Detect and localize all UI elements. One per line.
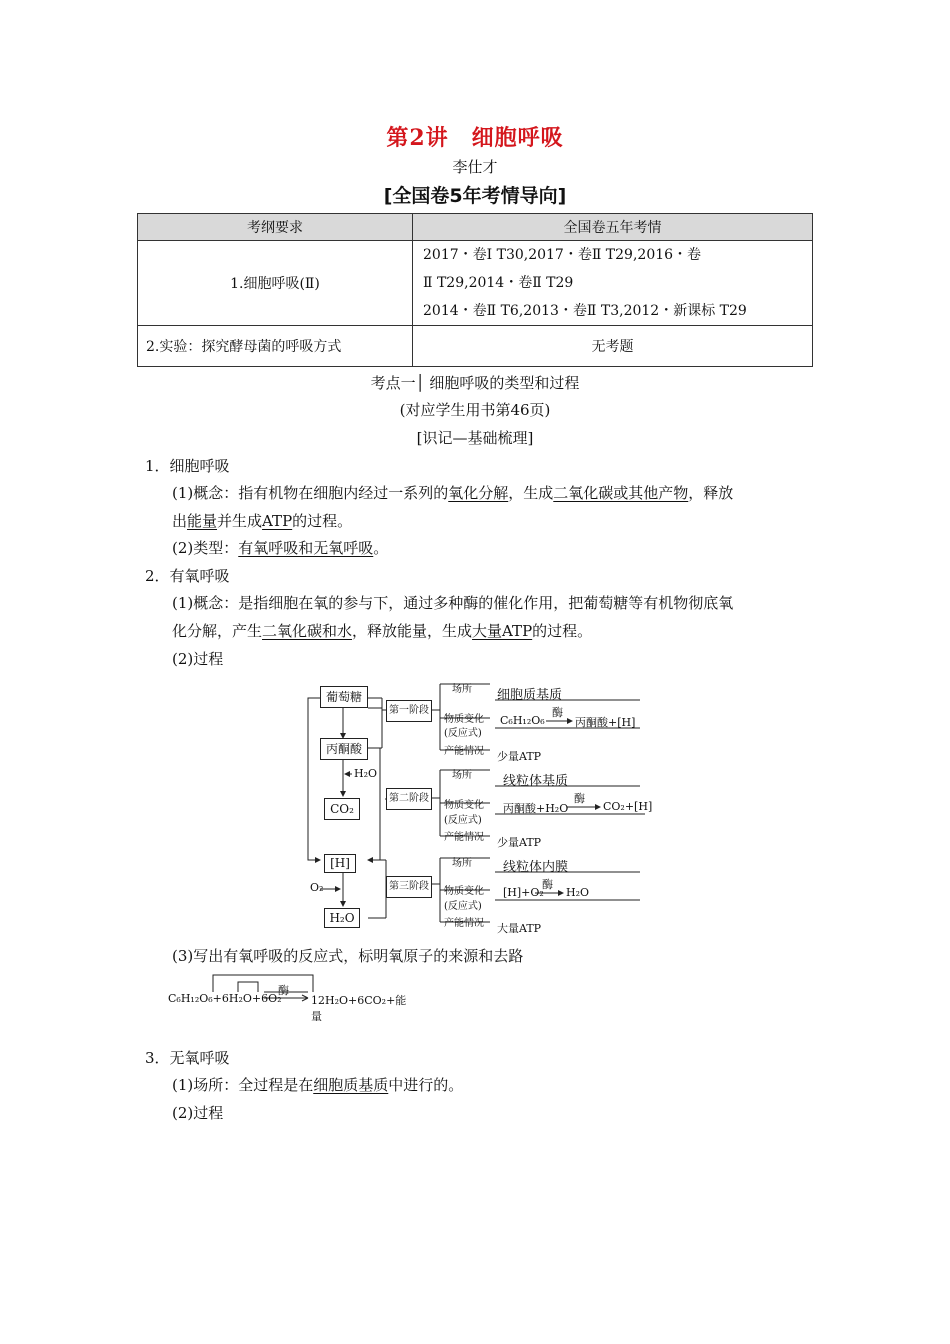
paragraph <box>172 510 352 531</box>
paragraph <box>172 537 388 558</box>
heading-3: 3．无氧呼吸 <box>145 1049 230 1067</box>
paragraph <box>172 482 733 503</box>
underlined-answer: 二氧化碳或其他产物 <box>553 484 689 502</box>
energy-label: 产能情况 <box>444 746 484 757</box>
section-tag: [识记—基础梳理] <box>416 429 534 447</box>
equation-left: C₆H₁₂O₆ <box>500 714 545 727</box>
table-cell <box>413 241 813 326</box>
heading-1: 1．细胞呼吸 <box>145 457 230 475</box>
enzyme-label: 酶 <box>574 792 585 805</box>
table-header: 考纲要求 <box>138 214 413 241</box>
overall-left: C₆H₁₂O₆+6H₂O+6O₂ <box>168 992 282 1005</box>
equation-right: H₂O <box>566 886 590 899</box>
energy-label: 产能情况 <box>444 832 484 843</box>
text: 出 <box>172 512 188 530</box>
stage-2-box: 第二阶段 <box>386 788 432 810</box>
overall-equation <box>168 968 408 1023</box>
table-cell: 无考题 <box>413 326 813 367</box>
stage-3-place: 线粒体内膜 <box>503 860 569 875</box>
underlined-answer: 有氧呼吸和无氧呼吸 <box>238 539 374 557</box>
text: 。 <box>373 539 389 557</box>
table-header: 全国卷五年考情 <box>413 214 813 241</box>
stage-2-place: 线粒体基质 <box>503 774 569 789</box>
table-row <box>138 241 813 326</box>
paragraph: (2)过程 <box>172 1104 224 1122</box>
stage-3-energy: 大量ATP <box>497 922 542 935</box>
h2o-label: H₂O <box>354 767 378 780</box>
place-label: 场所 <box>452 684 472 695</box>
heading-2: 2．有氧呼吸 <box>145 567 230 585</box>
section-ref: (对应学生用书第46页) <box>399 401 551 419</box>
underlined-answer: 能量 <box>187 512 218 530</box>
change-sub: (反应式) <box>444 901 482 912</box>
equation-left: [H]+O₂ <box>503 886 544 899</box>
text: ，释放能量，生成 <box>352 622 473 640</box>
overall-enzyme: 酶 <box>278 984 289 997</box>
text: (2)类型： <box>172 539 239 557</box>
equation-right: 丙酮酸+[H] <box>575 716 636 729</box>
text: (1)场所：全过程是在 <box>172 1076 314 1094</box>
table-cell: 1.细胞呼吸(Ⅱ) <box>138 241 413 326</box>
table-header-row <box>138 214 813 241</box>
text: 的过程。 <box>292 512 353 530</box>
h-box: [H] <box>324 854 356 873</box>
aerobic-diagram <box>290 678 660 940</box>
section-subhead: [全国卷5年考情导向] <box>383 185 567 207</box>
text: 中进行的。 <box>388 1076 464 1094</box>
text: (1)概念：指有机物在细胞内经过一系列的 <box>172 484 449 502</box>
equation-left: 丙酮酸+H₂O <box>503 802 569 815</box>
stage-1-energy: 少量ATP <box>497 750 542 763</box>
underlined-answer: ATP <box>262 512 293 530</box>
table-row <box>138 326 813 367</box>
exam-line: 2017・卷Ⅰ T30,2017・卷Ⅱ T29,2016・卷 <box>423 247 702 263</box>
co2-box: CO₂ <box>324 798 360 820</box>
stage-3-box: 第三阶段 <box>386 876 432 898</box>
text: ，释放 <box>688 484 734 502</box>
exam-line: 2014・卷Ⅱ T6,2013・卷Ⅱ T3,2012・新课标 T29 <box>423 303 747 319</box>
text: 化分解，产生 <box>172 622 263 640</box>
text: ，生成 <box>508 484 554 502</box>
stage-1-place: 细胞质基质 <box>497 688 563 703</box>
change-label: 物质变化 <box>444 886 484 897</box>
author: 李仕才 <box>452 158 498 176</box>
change-sub: (反应式) <box>444 815 482 826</box>
glucose-box: 葡萄糖 <box>320 686 368 708</box>
table-cell: 2.实验：探究酵母菌的呼吸方式 <box>138 326 413 367</box>
energy-label: 产能情况 <box>444 918 484 929</box>
underlined-answer: 二氧化碳和水 <box>262 622 353 640</box>
enzyme-label: 酶 <box>552 706 563 719</box>
place-label: 场所 <box>452 770 472 781</box>
paragraph: (2)过程 <box>172 650 224 668</box>
exam-table <box>137 213 813 367</box>
change-label: 物质变化 <box>444 800 484 811</box>
text: 并生成 <box>217 512 263 530</box>
change-sub: (反应式) <box>444 728 482 739</box>
page-title: 第2讲 细胞呼吸 <box>386 125 564 151</box>
overall-right: 12H₂O+6CO₂+能量 <box>311 994 407 1023</box>
place-label: 场所 <box>452 858 472 869</box>
underlined-answer: 细胞质基质 <box>313 1076 389 1094</box>
paragraph: (1)概念：是指细胞在氧的参与下，通过多种酶的催化作用，把葡萄糖等有机物彻底氧 <box>172 594 734 612</box>
paragraph <box>172 1074 463 1095</box>
text: 的过程。 <box>532 622 593 640</box>
paragraph <box>172 620 592 641</box>
stage-2-energy: 少量ATP <box>497 836 542 849</box>
paragraph: (3)写出有氧呼吸的反应式，标明氧原子的来源和去路 <box>172 947 524 965</box>
underlined-answer: 大量ATP <box>472 622 533 640</box>
enzyme-label: 酶 <box>542 878 553 891</box>
underlined-answer: 氧化分解 <box>448 484 509 502</box>
o2-label: O₂ <box>310 881 324 894</box>
h2o-box: H₂O <box>324 908 360 928</box>
pyruvate-box: 丙酮酸 <box>320 738 368 760</box>
exam-line: Ⅱ T29,2014・卷Ⅱ T29 <box>423 275 574 291</box>
stage-1-box: 第一阶段 <box>386 700 432 722</box>
equation-right: CO₂+[H] <box>603 800 653 813</box>
section-title: 考点一│ 细胞呼吸的类型和过程 <box>370 374 580 392</box>
change-label: 物质变化 <box>444 714 484 725</box>
